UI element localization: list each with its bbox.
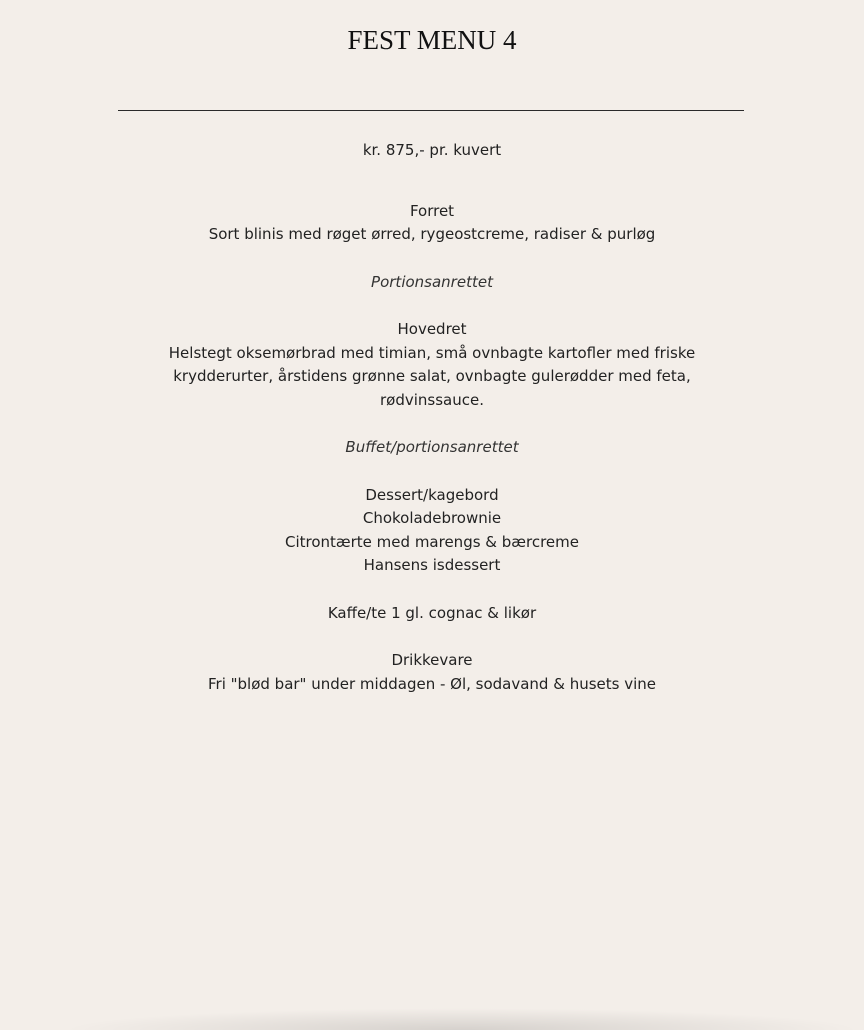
starter-serving-note: Portionsanrettet xyxy=(371,272,493,291)
main-heading: Hovedret xyxy=(397,320,467,338)
main-dish-line: krydderurter, årstidens grønne salat, ovnbagte gulerødder med feta, xyxy=(173,367,691,385)
spacer xyxy=(0,163,864,200)
main-serving-note: Buffet/portionsanrettet xyxy=(345,438,519,456)
page-bottom-shadow xyxy=(60,1008,864,1030)
spacer xyxy=(0,625,864,649)
price-per-cover: kr. 875,- pr. kuvert xyxy=(362,141,502,159)
title-divider xyxy=(118,110,744,111)
drinks-text: Fri "blød bar" under middagen - Øl, sodavand & husets vine xyxy=(207,674,656,693)
starter-dish: Sort blinis med røget ørred, rygeostcreme, radiser & purløg xyxy=(208,225,656,243)
main-dish xyxy=(152,342,712,413)
coffee-line: Kaffe/te 1 gl. cognac & likør xyxy=(327,603,537,622)
drinks-heading: Drikkevare xyxy=(391,651,473,669)
main-dish-line: Helstegt oksemørbrad med timian, små ovnbagte kartofler med friske xyxy=(168,343,696,362)
spacer xyxy=(0,578,864,602)
dessert-item: Citrontærte med marengs & bærcreme xyxy=(284,532,580,551)
starter-heading: Forret xyxy=(409,201,455,220)
spacer xyxy=(0,412,864,436)
spacer xyxy=(0,247,864,271)
dessert-item: Chokoladebrownie xyxy=(362,509,502,527)
dessert-item: Hansens isdessert xyxy=(363,556,501,574)
menu-content xyxy=(0,139,864,696)
spacer xyxy=(0,460,864,484)
spacer xyxy=(0,294,864,318)
menu-title: FEST MENU 4 xyxy=(347,25,517,55)
dessert-heading: Dessert/kagebord xyxy=(365,485,499,504)
main-dish-line: rødvinssauce. xyxy=(380,390,484,409)
